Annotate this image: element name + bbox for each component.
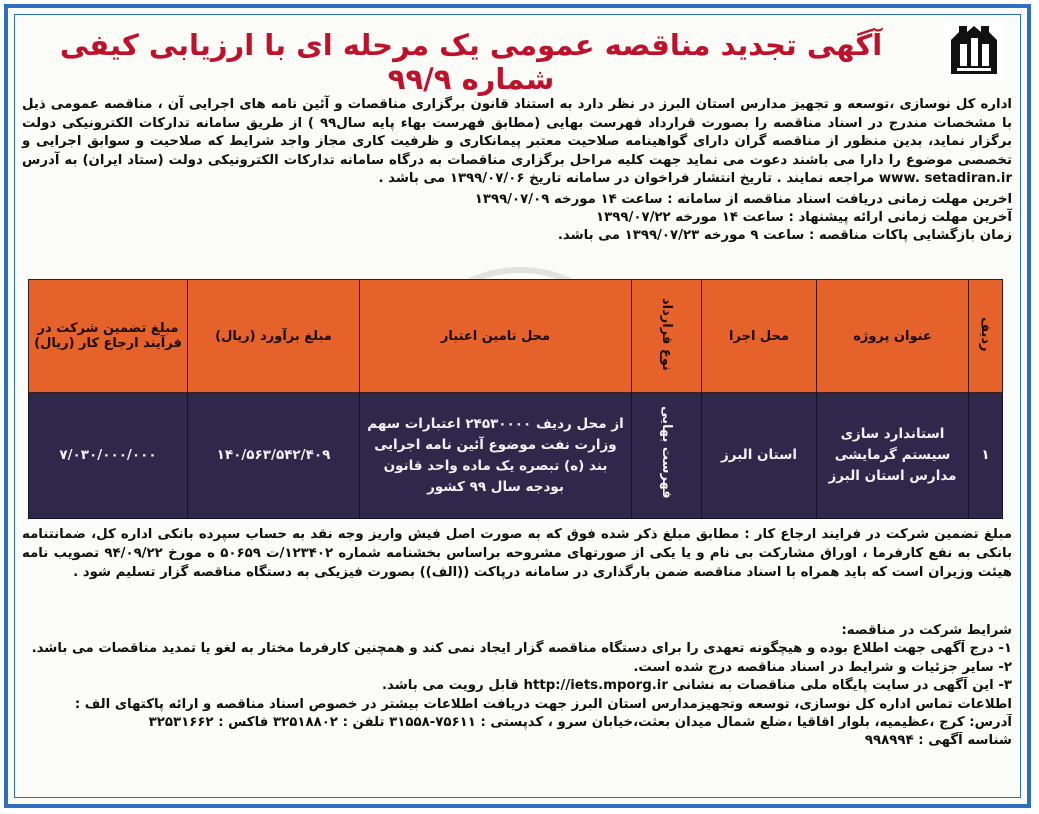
deadlines [22,191,1012,245]
header-contract-type: نوع قرارداد [632,280,702,393]
header-estimate: مبلغ برآورد (ریال) [188,280,360,393]
conditions-section [22,622,1012,751]
deadline-offers: آخرین مهلت زمانی ارائه پیشنهاد : ساعت ۱۴ مورخه ۱۳۹۹/۰۷/۲۲ [596,209,1012,225]
cell-location: استان البرز [702,393,817,519]
table-header-row [29,280,1003,393]
deadline-docs: اخرین مهلت زمانی دریافت اسناد مناقصه از سامانه : ساعت ۱۴ مورخه ۱۳۹۹/۰۷/۰۹ [474,191,1012,207]
contact-info: اطلاعات تماس اداره کل نوسازی، توسعه وتجهیزمدارس استان البرز جهت دریافت اطلاعات بیشتر در خصوص اسناد مناقصه و ارائه پاکتهای الف : [74,696,1012,712]
cell-contract-type: فهرست بهایی [632,393,702,519]
conditions-heading: شرایط شرکت در مناقصه: [841,623,1012,638]
ad-id: شناسه آگهی : ۹۹۸۹۹۴ [864,733,1012,749]
condition-item: ۲- سایر جزئیات و شرایط در اسناد مناقصه درج شده است. [633,659,1012,675]
header-guarantee: مبلغ تضمین شرکت در فرآیند ارجاع کار (ریال) [29,280,188,393]
header-project-title: عنوان پروژه [817,280,969,393]
intro-paragraph: اداره کل نوسازی ،توسعه و تجهیز مدارس استان البرز در نظر دارد به استناد قانون برگزاری مناقصات و آئین نامه های اجرایی آن ، مناقصه عمومی ذیل با مشخصات مندرج در اسناد مناقصه را بصورت قرارداد فهرست بهایی (مطابق فهرست بهاء پایه سال۹۹ ) از طریق سامانه تدارکات الکترونیکی دولت برگزار نماید، بدین منظور از مناقصه گران دارای گواهینامه صلاحیت معتبر پیمانکاری و ظرفیت کاری مجاز واجد شرایط که صلاحیت و سوابق اجرایی و تخصصی موضوع را دارا می باشند دعوت می نماید جهت کلیه مراحل برگزاری مناقصات به درگاه سامانه تدارکات الکترونیکی دولت (ستاد ایران) به آدرس www. setadiran.ir مراجعه نمایند . تاریخ انتشار فراخوان در سامانه تاریخ ۱۳۹۹/۰۷/۰۶ می باشد . [22,97,1012,187]
header-row-no: ردیف [969,280,1003,393]
page-title: آگهی تجدید مناقصه عمومی یک مرحله ای با ارزیابی کیفی شماره ۹۹/۹ [59,28,883,96]
header-funding-source: محل تامین اعتبار [360,280,632,393]
table-row [29,393,1003,519]
address: آدرس: کرج ،عظیمیه، بلوار اقاقیا ،ضلع شمال میدان بعثت،خیابان سرو ، کدپستی : ۷۵۶۱۱-۳۱۵۵۸ تلفن : ۳۲۵۱۸۸۰۲ فاکس : ۳۲۵۳۱۶۶۲ [148,715,1012,731]
cell-guarantee: ۷/۰۳۰/۰۰۰/۰۰۰ [29,393,188,519]
cell-funding-source: از محل ردیف ۲۴۵۳۰۰۰۰ اعتبارات سهم وزارت نفت موضوع آئین نامه اجرایی بند (ه) تبصره یک ماده واحد قانون بودجه سال ۹۹ کشور [360,393,632,519]
condition-item: ۱- درج آگهی جهت اطلاع بوده و هیچگونه تعهدی را برای دستگاه مناقصه گزار ایجاد نمی کند و همچنین کارفرما مختار به لغو یا تمدید مناقصات می باشد. [31,641,1012,657]
condition-item: ۳- این آگهی در سایت پایگاه ملی مناقصات به نشانی http://iets.mporg.ir قابل رویت می باشد. [381,678,1012,694]
ministry-emblem-icon [943,20,1005,82]
cell-row-no: ۱ [969,393,1003,519]
cell-project-title: استاندارد سازی سیستم گرمایشی مدارس استان البرز [817,393,969,519]
header [14,14,1011,96]
opening-time: زمان بازگشایی پاکات مناقصه : ساعت ۹ مورخه ۱۳۹۹/۰۷/۲۳ می باشد. [557,227,1012,243]
tender-table [28,279,1003,519]
intro-section [22,96,1012,245]
header-location: محل اجرا [702,280,817,393]
guarantee-paragraph: مبلغ تضمین شرکت در فرایند ارجاع کار : مطابق مبلغ ذکر شده فوق که به صورت اصل فیش واریز وجه نقد به حساب سپرده بانکی اداره کل، ضمانتنامه بانکی به نفع کارفرما ، اوراق مشارکت بی نام و یا یکی از صورتهای مشروحه براساس بخشنامه شماره ۱۲۳۴۰۲/ت ۵۰۶۵۹ ه مورخ ۹۴/۰۹/۲۲ تصویب نامه هیئت وزیران است که باید همراه با اسناد مناقصه ضمن بارگذاری در سامانه درپاکت ((الف)) بصورت فیزیکی به دستگاه مناقصه گزار تسلیم شود . [22,527,1012,580]
cell-estimate: ۱۴۰/۵۶۳/۵۴۲/۴۰۹ [188,393,360,519]
